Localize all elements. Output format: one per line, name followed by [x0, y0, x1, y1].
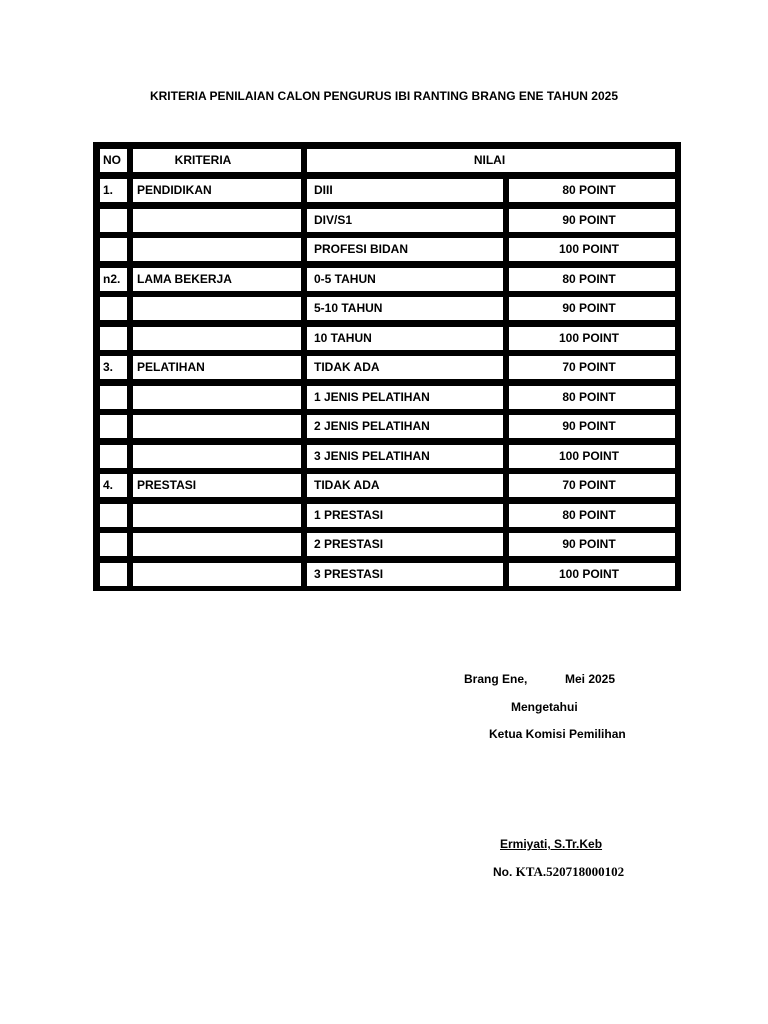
cell-no	[99, 532, 128, 557]
cell-kriteria: PRESTASI	[132, 473, 302, 498]
table-row	[99, 385, 676, 410]
table-row	[99, 237, 676, 262]
cell-point-value: 90 POINT	[508, 296, 676, 321]
cell-no	[99, 326, 128, 351]
cell-sub-kriteria: 1 JENIS PELATIHAN	[306, 385, 504, 410]
cell-no	[99, 562, 128, 587]
cell-point-value: 70 POINT	[508, 355, 676, 380]
cell-point-value: 100 POINT	[508, 444, 676, 469]
header-no: NO	[99, 148, 128, 173]
cell-no: 3.	[99, 355, 128, 380]
cell-point-value: 80 POINT	[508, 503, 676, 528]
signature-date: Mei 2025	[565, 672, 616, 686]
cell-sub-kriteria: DIII	[306, 178, 504, 203]
cell-kriteria: PELATIHAN	[132, 355, 302, 380]
cell-no: 4.	[99, 473, 128, 498]
signature-place: Brang Ene,	[464, 672, 528, 686]
cell-kriteria	[132, 296, 302, 321]
signature-name: Ermiyati, S.Tr.Keb	[500, 837, 603, 851]
cell-kriteria	[132, 237, 302, 262]
document-title: KRITERIA PENILAIAN CALON PENGURUS IBI RANTING BRANG ENE TAHUN 2025	[149, 89, 619, 103]
table-row	[99, 296, 676, 321]
criteria-table	[93, 142, 681, 591]
cell-sub-kriteria: PROFESI BIDAN	[306, 237, 504, 262]
cell-no	[99, 414, 128, 439]
cell-no: 1.	[99, 178, 128, 203]
cell-point-value: 90 POINT	[508, 208, 676, 233]
table-header-row	[99, 148, 676, 173]
cell-no	[99, 503, 128, 528]
cell-point-value: 70 POINT	[508, 473, 676, 498]
cell-sub-kriteria: 3 JENIS PELATIHAN	[306, 444, 504, 469]
cell-no	[99, 385, 128, 410]
cell-point-value: 100 POINT	[508, 326, 676, 351]
table-row	[99, 562, 676, 587]
cell-point-value: 80 POINT	[508, 267, 676, 292]
cell-no	[99, 296, 128, 321]
cell-kriteria	[132, 562, 302, 587]
cell-sub-kriteria: DIV/S1	[306, 208, 504, 233]
cell-kriteria: LAMA BEKERJA	[132, 267, 302, 292]
table-row	[99, 267, 676, 292]
cell-point-value: 100 POINT	[508, 562, 676, 587]
cell-kriteria	[132, 414, 302, 439]
cell-sub-kriteria: 3 PRESTASI	[306, 562, 504, 587]
cell-no	[99, 208, 128, 233]
table-row	[99, 326, 676, 351]
cell-sub-kriteria: 0-5 TAHUN	[306, 267, 504, 292]
cell-sub-kriteria: 2 JENIS PELATIHAN	[306, 414, 504, 439]
cell-point-value: 90 POINT	[508, 532, 676, 557]
cell-point-value: 100 POINT	[508, 237, 676, 262]
table-row	[99, 473, 676, 498]
header-nilai: NILAI	[306, 148, 676, 173]
cell-sub-kriteria: TIDAK ADA	[306, 473, 504, 498]
cell-kriteria: PENDIDIKAN	[132, 178, 302, 203]
cell-kriteria	[132, 444, 302, 469]
table-row	[99, 503, 676, 528]
signature-position: Ketua Komisi Pemilihan	[489, 727, 626, 741]
cell-sub-kriteria: 1 PRESTASI	[306, 503, 504, 528]
kta-number: KTA.520718000102	[515, 864, 625, 879]
table-row	[99, 414, 676, 439]
cell-kriteria	[132, 326, 302, 351]
table-row	[99, 532, 676, 557]
table-row	[99, 208, 676, 233]
kta-number-line	[493, 864, 624, 880]
table-row	[99, 178, 676, 203]
cell-point-value: 80 POINT	[508, 385, 676, 410]
cell-kriteria	[132, 208, 302, 233]
header-kriteria: KRITERIA	[132, 148, 302, 173]
cell-sub-kriteria: 10 TAHUN	[306, 326, 504, 351]
cell-sub-kriteria: TIDAK ADA	[306, 355, 504, 380]
cell-point-value: 80 POINT	[508, 178, 676, 203]
cell-no: n2.	[99, 267, 128, 292]
cell-point-value: 90 POINT	[508, 414, 676, 439]
signature-acknowledged: Mengetahui	[511, 700, 578, 714]
cell-kriteria	[132, 385, 302, 410]
cell-kriteria	[132, 503, 302, 528]
cell-no	[99, 444, 128, 469]
kta-prefix: No.	[493, 865, 516, 879]
table-row	[99, 444, 676, 469]
cell-kriteria	[132, 532, 302, 557]
cell-sub-kriteria: 2 PRESTASI	[306, 532, 504, 557]
cell-no	[99, 237, 128, 262]
cell-sub-kriteria: 5-10 TAHUN	[306, 296, 504, 321]
table-row	[99, 355, 676, 380]
